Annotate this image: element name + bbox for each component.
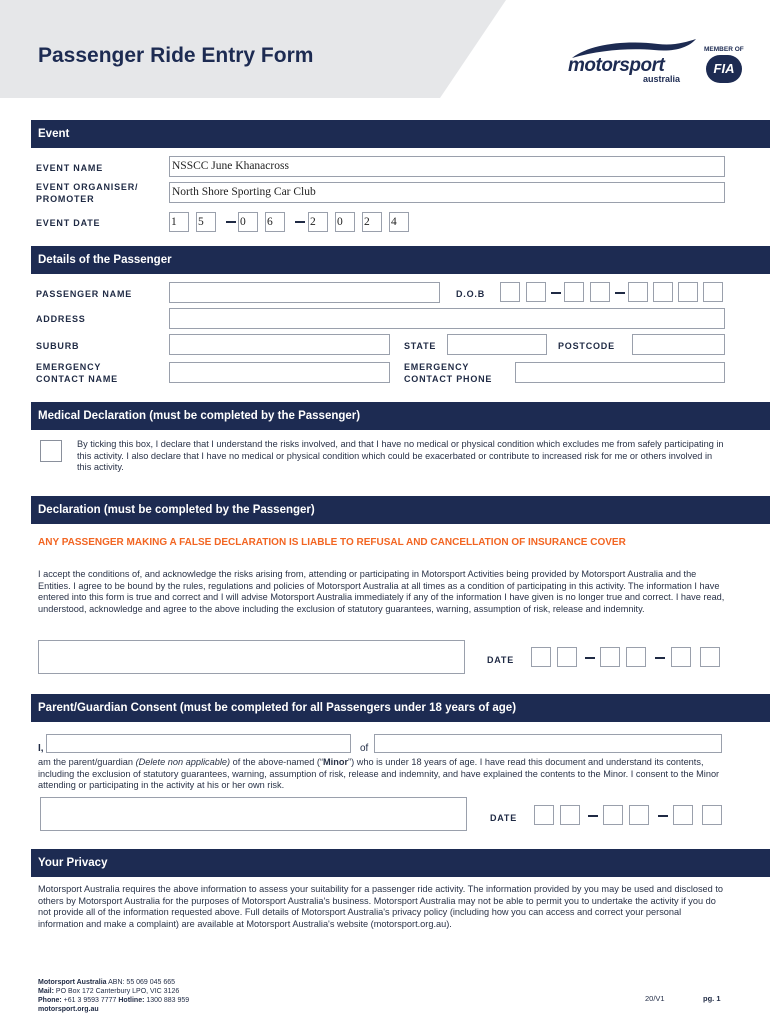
event-organiser-field[interactable]	[169, 182, 725, 203]
event-date-year-2[interactable]: 0	[335, 212, 355, 232]
guardian-text-part3: ”) who is under 18 years of age. I have read this document and understand its contents, including the exclusion of statutory guarantees, warning, assumption of risk, release and indemnity, and have explained the contents to the Minor. I consent to the Minor attending or participating in the activity at his or her own risk.	[38, 757, 720, 791]
dob-year-4[interactable]	[703, 282, 723, 302]
declaration-text: I accept the conditions of, and acknowledge the risks arising from, attending or participating in Motorsport Activities being provided by Motorsport Australia and the Entities. I agree to be bound by the rules, regulations and policies of Motorsport Australia at all times as a condition of participating in this activity. The information I have entered into this form is true and correct and I will advise Motorsport Australia immediately if any of the information I have given is no longer true and correct. I have read, understood, acknowledge and agree to the above including the exclusion of statutory guarantees, warning, assumption of risk, release and indemnity.	[38, 569, 725, 614]
guardian-text-minor: Minor	[323, 757, 349, 767]
page-title: Passenger Ride Entry Form	[38, 44, 314, 67]
passenger-name-label: PASSENGER NAME	[36, 289, 133, 299]
footer-mail: PO Box 172 Canterbury LPO, VIC 3126	[53, 988, 180, 995]
member-of-label: MEMBER OF	[704, 46, 744, 53]
event-name-value: NSSCC June Khanacross	[172, 160, 289, 172]
footer-contact	[38, 978, 189, 1014]
guardian-date-day-2[interactable]	[560, 805, 580, 825]
dob-year-3[interactable]	[678, 282, 698, 302]
footer-org: Motorsport Australia	[38, 979, 107, 986]
declaration-date-month-2[interactable]	[626, 647, 646, 667]
medical-declaration-text: By ticking this box, I declare that I understand the risks involved, and that I have no medical or physical condition which excludes me from safely participating in this activity. I also declare that I have no medical or physical condition which could be exacerbated or contribute to increased risk for me or others involved in this activity.	[77, 439, 724, 473]
guardian-address-field[interactable]	[374, 734, 722, 753]
section-event-header: Event	[31, 120, 770, 148]
declaration-date-day-2[interactable]	[557, 647, 577, 667]
guardian-i-label: I,	[38, 743, 44, 754]
dob-day-2[interactable]	[526, 282, 546, 302]
guardian-date-month-2[interactable]	[629, 805, 649, 825]
motorsport-australia-logo	[566, 36, 746, 88]
footer-phone: +61 3 9593 7777	[61, 997, 119, 1004]
event-organiser-label-line2: PROMOTER	[36, 194, 95, 204]
emergency-name-label-line1: EMERGENCY	[36, 362, 102, 372]
medical-declaration-checkbox[interactable]	[40, 440, 62, 462]
declaration-date-year-2[interactable]	[700, 647, 720, 667]
event-organiser-label	[36, 181, 138, 205]
footer-hotline-label: Hotline:	[118, 997, 145, 1004]
section-medical-header: Medical Declaration (must be completed by the Passenger)	[31, 402, 770, 430]
suburb-label: SUBURB	[36, 341, 80, 351]
event-date-day-1[interactable]: 1	[169, 212, 189, 232]
event-organiser-value: North Shore Sporting Car Club	[172, 186, 316, 198]
guardian-date-month-1[interactable]	[603, 805, 623, 825]
dob-month-2[interactable]	[590, 282, 610, 302]
footer-phone-label: Phone:	[38, 997, 62, 1004]
logo-wordmark: motorsport	[568, 55, 665, 76]
section-privacy-header: Your Privacy	[31, 849, 770, 877]
event-date-month-2[interactable]: 6	[265, 212, 285, 232]
event-name-label: EVENT NAME	[36, 163, 104, 173]
event-organiser-label-line1: EVENT ORGANISER/	[36, 182, 139, 192]
guardian-text-italic: (Delete non applicable)	[135, 757, 231, 767]
guardian-signature-field[interactable]	[40, 797, 467, 831]
event-date-day-2[interactable]: 5	[196, 212, 216, 232]
event-date-year-4[interactable]: 4	[389, 212, 409, 232]
logo-subtext: australia	[643, 74, 681, 84]
emergency-contact-phone-label	[404, 361, 492, 385]
footer-mail-label: Mail:	[38, 988, 54, 995]
guardian-date-day-1[interactable]	[534, 805, 554, 825]
guardian-date-label: DATE	[490, 813, 518, 823]
date-separator	[295, 221, 305, 223]
guardian-text-part2: of the above-named (“	[230, 757, 324, 767]
address-field[interactable]	[169, 308, 725, 329]
declaration-date-label: DATE	[487, 655, 515, 665]
section-guardian-header: Parent/Guardian Consent (must be completed for all Passengers under 18 years of age)	[31, 694, 770, 722]
passenger-signature-field[interactable]	[38, 640, 465, 674]
dob-label: D.O.B	[456, 289, 486, 299]
state-label: STATE	[404, 341, 437, 351]
guardian-name-field[interactable]	[46, 734, 351, 753]
event-date-label: EVENT DATE	[36, 218, 101, 228]
emergency-contact-name-field[interactable]	[169, 362, 390, 383]
suburb-field[interactable]	[169, 334, 390, 355]
guardian-date-year-1[interactable]	[673, 805, 693, 825]
event-name-field[interactable]	[169, 156, 725, 177]
footer-hotline: 1300 883 959	[144, 997, 190, 1004]
privacy-text: Motorsport Australia requires the above information to assess your suitability for a passenger ride activity. The information provided by you may be used and disclosed to others by Motorsport Australia for the purposes of Motorsport Australia's business. Motorsport Australia may not be able to permit you to undertake the activity if you do not provide all of the information requested above. Full details of Motorsport Australia's privacy policy (including how you can access and correct your personal information and make a complaint) are available at Motorsport Australia's website (motorsport.org.au).	[38, 884, 723, 929]
section-passenger-header: Details of the Passenger	[31, 246, 770, 274]
declaration-date-month-1[interactable]	[600, 647, 620, 667]
dob-year-2[interactable]	[653, 282, 673, 302]
event-date-year-3[interactable]: 2	[362, 212, 382, 232]
emergency-phone-label-line2: CONTACT PHONE	[404, 374, 493, 384]
guardian-date-year-2[interactable]	[702, 805, 722, 825]
dob-year-1[interactable]	[628, 282, 648, 302]
emergency-name-label-line2: CONTACT NAME	[36, 374, 118, 384]
date-separator	[655, 657, 665, 659]
date-separator	[585, 657, 595, 659]
date-separator	[226, 221, 236, 223]
dob-month-1[interactable]	[564, 282, 584, 302]
dob-day-1[interactable]	[500, 282, 520, 302]
false-declaration-warning: ANY PASSENGER MAKING A FALSE DECLARATION IS LIABLE TO REFUSAL AND CANCELLATION OF INSURANCE COVER	[38, 537, 626, 548]
guardian-consent-text	[38, 757, 733, 792]
fia-logo: FIA	[706, 55, 742, 83]
state-field[interactable]	[447, 334, 547, 355]
date-separator	[588, 815, 598, 817]
declaration-date-year-1[interactable]	[671, 647, 691, 667]
page-number: pg. 1	[703, 994, 721, 1003]
footer-website[interactable]: motorsport.org.au	[38, 1006, 99, 1013]
event-date-year-1[interactable]: 2	[308, 212, 328, 232]
date-separator	[615, 292, 625, 294]
passenger-name-field[interactable]	[169, 282, 440, 303]
guardian-of-label: of	[360, 743, 369, 754]
postcode-label: POSTCODE	[558, 341, 615, 351]
date-separator	[658, 815, 668, 817]
address-label: ADDRESS	[36, 314, 86, 324]
event-date-month-1[interactable]: 0	[238, 212, 258, 232]
section-declaration-header: Declaration (must be completed by the Passenger)	[31, 496, 770, 524]
guardian-text-part1: am the parent/guardian	[38, 757, 136, 767]
declaration-date-day-1[interactable]	[531, 647, 551, 667]
emergency-phone-label-line1: EMERGENCY	[404, 362, 470, 372]
postcode-field[interactable]	[632, 334, 725, 355]
document-version: 20/V1	[645, 994, 665, 1003]
footer-abn: ABN: 55 069 045 665	[106, 979, 176, 986]
emergency-contact-phone-field[interactable]	[515, 362, 725, 383]
emergency-contact-name-label	[36, 361, 118, 385]
date-separator	[551, 292, 561, 294]
